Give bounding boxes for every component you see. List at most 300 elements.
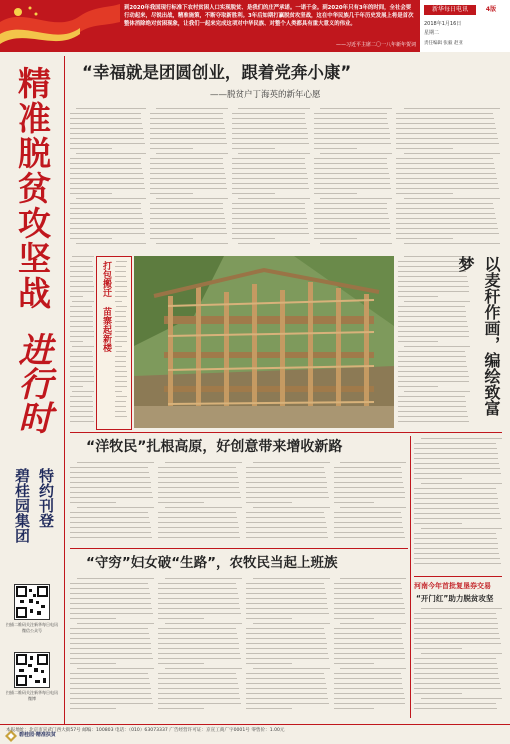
article1-text-col5 — [396, 108, 500, 250]
text-line — [158, 628, 236, 629]
text-line — [334, 517, 402, 518]
text-line — [232, 183, 308, 184]
text-line — [232, 158, 305, 159]
text-line — [232, 188, 309, 189]
text-line — [158, 648, 239, 649]
text-line — [421, 698, 502, 699]
text-line — [115, 316, 126, 317]
text-line — [232, 133, 308, 134]
text-line — [398, 386, 438, 387]
text-line — [116, 351, 127, 352]
text-line — [334, 487, 404, 488]
text-line — [77, 462, 154, 463]
text-line — [70, 381, 94, 382]
text-line — [115, 286, 127, 287]
text-line — [70, 266, 93, 267]
text-line — [334, 648, 404, 649]
article1-text-col3 — [232, 108, 310, 250]
text-line — [150, 208, 223, 209]
text-line — [158, 512, 236, 513]
text-line — [414, 678, 499, 679]
text-line — [70, 638, 150, 639]
text-line — [334, 683, 402, 684]
text-line — [158, 527, 239, 528]
paper-name: 新华每日电讯 — [424, 5, 476, 15]
text-line — [246, 628, 324, 629]
text-line — [314, 203, 387, 204]
text-line — [70, 703, 153, 704]
text-line — [150, 183, 226, 184]
text-line — [115, 346, 122, 347]
text-line — [334, 502, 374, 503]
text-line — [396, 223, 497, 224]
text-line — [334, 537, 405, 538]
text-line — [314, 123, 388, 124]
text-line — [150, 178, 226, 179]
text-line — [334, 472, 402, 473]
text-line — [414, 478, 462, 479]
text-line — [396, 128, 496, 129]
text-line — [70, 416, 93, 417]
text-line — [165, 507, 242, 508]
text-line — [334, 703, 405, 704]
right-sub-headline-1: 河南今年首批复垦券交易 — [414, 582, 491, 590]
text-line — [156, 243, 228, 244]
text-line — [70, 351, 92, 352]
text-line — [404, 198, 500, 199]
text-line — [70, 708, 116, 709]
text-line — [70, 138, 144, 139]
text-line — [70, 143, 145, 144]
text-line — [115, 341, 127, 342]
text-line — [70, 608, 152, 609]
text-line — [238, 108, 310, 109]
text-line — [421, 438, 502, 439]
text-line — [246, 658, 329, 659]
divider-below-photo — [70, 432, 502, 433]
text-line — [158, 472, 237, 473]
page-number: 4版 — [485, 6, 497, 13]
text-line — [414, 463, 499, 464]
text-line — [70, 502, 116, 503]
text-line — [70, 683, 150, 684]
text-line — [414, 523, 462, 524]
logo-text: 碧桂园·精准扶贫 — [19, 732, 56, 738]
text-line — [70, 321, 93, 322]
text-line — [158, 598, 239, 599]
text-line — [246, 477, 326, 478]
text-line — [246, 583, 324, 584]
text-line — [414, 683, 500, 684]
text-line — [334, 608, 405, 609]
text-line — [246, 487, 327, 488]
text-line — [70, 522, 150, 523]
text-line — [414, 643, 501, 644]
text-line — [70, 261, 92, 262]
text-line — [115, 336, 127, 337]
article3-text-col1 — [70, 578, 154, 714]
text-line — [246, 653, 328, 654]
text-line — [150, 168, 224, 169]
text-line — [158, 613, 241, 614]
text-line — [314, 238, 357, 239]
text-line — [314, 233, 391, 234]
text-line — [398, 401, 466, 402]
text-line — [396, 158, 493, 159]
text-line — [246, 497, 329, 498]
text-line — [334, 643, 403, 644]
text-line — [334, 532, 404, 533]
text-line — [70, 238, 112, 239]
text-line — [246, 593, 326, 594]
text-line — [314, 223, 390, 224]
text-line — [232, 168, 306, 169]
text-line — [115, 381, 127, 382]
text-line — [70, 583, 148, 584]
text-line — [398, 291, 469, 292]
text-line — [396, 148, 453, 149]
text-line — [158, 588, 237, 589]
text-line — [414, 553, 499, 554]
text-line — [398, 336, 469, 337]
text-line — [70, 492, 152, 493]
text-line — [414, 443, 496, 444]
article3-text-col3 — [246, 578, 330, 714]
text-line — [115, 321, 126, 322]
text-line — [158, 537, 240, 538]
article1-text-col4 — [314, 108, 392, 250]
text-line — [70, 163, 141, 164]
text-line — [421, 653, 502, 654]
text-line — [246, 673, 324, 674]
text-line — [334, 497, 405, 498]
text-line — [70, 223, 144, 224]
text-line — [414, 668, 498, 669]
text-line — [398, 316, 466, 317]
article3-text-col2 — [158, 578, 242, 714]
text-line — [70, 203, 141, 204]
issue-weekday: 星期二 — [424, 30, 440, 36]
text-line — [70, 648, 151, 649]
text-line — [115, 301, 122, 302]
text-line — [115, 366, 126, 367]
photo-caption-box — [96, 256, 132, 430]
issue-date: 2018年1月16日 — [424, 21, 462, 27]
text-line — [115, 311, 126, 312]
text-line — [414, 703, 496, 704]
text-line — [70, 218, 143, 219]
qr-code-2[interactable] — [14, 652, 50, 688]
text-line — [72, 301, 94, 302]
text-line — [70, 193, 112, 194]
text-line — [232, 203, 305, 204]
text-line — [70, 401, 93, 402]
text-line — [414, 563, 501, 564]
text-line — [158, 492, 240, 493]
text-line — [398, 321, 467, 322]
text-line — [398, 276, 467, 277]
text-line — [70, 532, 151, 533]
text-line — [334, 492, 405, 493]
text-line — [398, 341, 438, 342]
text-line — [232, 223, 308, 224]
text-line — [396, 213, 495, 214]
text-line — [150, 138, 226, 139]
text-line — [398, 356, 466, 357]
text-line — [70, 593, 150, 594]
text-line — [158, 658, 241, 659]
text-line — [414, 688, 501, 689]
text-line — [396, 163, 494, 164]
text-line — [396, 193, 453, 194]
text-line — [158, 688, 239, 689]
text-line — [70, 173, 143, 174]
text-line — [314, 213, 388, 214]
text-line — [158, 678, 237, 679]
text-line — [314, 178, 390, 179]
text-line — [398, 296, 438, 297]
text-line — [70, 678, 149, 679]
text-line — [70, 128, 143, 129]
main-photo-stilt-houses — [134, 256, 394, 428]
text-line — [246, 613, 329, 614]
text-line — [314, 173, 389, 174]
text-line — [70, 411, 93, 412]
text-line — [314, 218, 389, 219]
text-line — [414, 618, 497, 619]
text-line — [398, 416, 468, 417]
text-line — [334, 527, 403, 528]
article1-text-col2 — [150, 108, 228, 250]
text-line — [232, 178, 308, 179]
text-line — [150, 193, 193, 194]
text-line — [246, 492, 328, 493]
text-line — [70, 628, 148, 629]
text-line — [404, 108, 500, 109]
text-line — [340, 668, 406, 669]
text-line — [334, 698, 405, 699]
text-line — [115, 356, 126, 357]
text-line — [232, 138, 308, 139]
text-line — [70, 633, 149, 634]
text-line — [246, 698, 328, 699]
text-line — [158, 477, 238, 478]
text-line — [70, 158, 141, 159]
text-line — [396, 228, 498, 229]
article1-text-col1 — [70, 108, 146, 250]
text-line — [414, 533, 496, 534]
text-line — [414, 448, 497, 449]
text-line — [116, 306, 127, 307]
text-line — [314, 183, 390, 184]
text-line — [165, 668, 242, 669]
text-line — [150, 128, 225, 129]
text-line — [246, 603, 327, 604]
text-line — [246, 517, 325, 518]
text-line — [150, 173, 225, 174]
text-line — [334, 603, 404, 604]
text-line — [334, 482, 403, 483]
text-line — [70, 653, 152, 654]
text-line — [150, 163, 223, 164]
text-line — [70, 527, 151, 528]
photo-caption-text — [115, 261, 127, 425]
text-line — [414, 548, 498, 549]
text-line — [115, 416, 127, 417]
text-line — [421, 608, 502, 609]
text-line — [414, 613, 496, 614]
text-line — [404, 243, 500, 244]
text-line — [404, 346, 470, 347]
text-line — [334, 638, 402, 639]
text-line — [77, 507, 154, 508]
text-line — [314, 188, 391, 189]
text-line — [70, 658, 153, 659]
text-line — [398, 351, 465, 352]
text-line — [76, 153, 146, 154]
text-line — [246, 638, 326, 639]
text-line — [334, 583, 401, 584]
text-line — [150, 233, 227, 234]
text-line — [314, 158, 387, 159]
text-line — [70, 133, 144, 134]
right-column-text-bottom — [414, 608, 502, 714]
text-line — [396, 203, 493, 204]
text-line — [246, 467, 324, 468]
right-sub-headline-2: “开门红”助力脱贫攻坚 — [416, 594, 494, 603]
text-line — [158, 653, 240, 654]
text-line — [334, 598, 403, 599]
text-line — [70, 598, 151, 599]
text-line — [70, 588, 149, 589]
text-line — [115, 386, 127, 387]
text-line — [414, 693, 462, 694]
text-line — [396, 233, 499, 234]
text-line — [414, 488, 496, 489]
text-line — [334, 477, 402, 478]
text-line — [314, 143, 391, 144]
photo-text-block — [70, 256, 94, 428]
text-line — [232, 128, 307, 129]
text-line — [70, 688, 151, 689]
text-line — [70, 487, 151, 488]
column-title-part1: 精准脱贫攻坚战 — [13, 66, 52, 311]
text-line — [158, 482, 239, 483]
text-line — [72, 346, 94, 347]
text-line — [396, 173, 496, 174]
text-line — [158, 502, 204, 503]
article2-text-col1 — [70, 462, 154, 544]
text-line — [414, 663, 497, 664]
text-line — [404, 301, 470, 302]
text-line — [158, 698, 240, 699]
text-line — [320, 243, 392, 244]
text-line — [115, 276, 126, 277]
article1-continuation-text — [398, 256, 470, 428]
text-line — [158, 608, 240, 609]
text-line — [253, 623, 330, 624]
text-line — [246, 598, 327, 599]
text-line — [158, 603, 239, 604]
text-line — [398, 326, 468, 327]
text-line — [158, 673, 236, 674]
qr-code-1[interactable] — [14, 584, 50, 620]
text-line — [396, 188, 499, 189]
text-line — [70, 228, 144, 229]
text-line — [232, 173, 307, 174]
text-line — [150, 223, 226, 224]
text-line — [246, 608, 328, 609]
text-line — [70, 618, 116, 619]
right-feature-headline: 以麦秆作画，编绘致富梦 — [456, 256, 501, 416]
text-line — [414, 543, 498, 544]
text-line — [253, 507, 330, 508]
text-line — [158, 532, 239, 533]
text-line — [238, 198, 310, 199]
text-line — [398, 366, 467, 367]
text-line — [334, 708, 374, 709]
text-line — [70, 406, 93, 407]
text-line — [115, 281, 127, 282]
text-line — [396, 168, 495, 169]
sponsor-text-2: 碧桂园集团 — [13, 468, 31, 543]
text-line — [334, 593, 402, 594]
text-line — [70, 371, 93, 372]
text-line — [414, 458, 498, 459]
text-line — [246, 618, 292, 619]
text-line — [414, 658, 496, 659]
text-line — [70, 472, 149, 473]
text-line — [165, 462, 242, 463]
text-line — [398, 396, 465, 397]
text-line — [70, 356, 93, 357]
column-title-part2: 进行时 — [12, 332, 52, 434]
text-line — [396, 133, 497, 134]
text-line — [70, 188, 145, 189]
text-line — [150, 133, 226, 134]
text-line — [238, 153, 310, 154]
text-line — [70, 698, 152, 699]
text-line — [158, 487, 239, 488]
text-line — [246, 532, 327, 533]
text-line — [72, 256, 94, 257]
text-line — [246, 512, 324, 513]
text-line — [70, 208, 141, 209]
text-line — [232, 218, 307, 219]
text-line — [246, 683, 326, 684]
text-line — [334, 653, 405, 654]
text-line — [246, 633, 325, 634]
text-line — [150, 118, 223, 119]
text-line — [70, 296, 83, 297]
text-line — [70, 311, 93, 312]
text-line — [165, 623, 242, 624]
text-line — [334, 693, 404, 694]
article2-text-col3 — [246, 462, 330, 544]
text-line — [76, 198, 146, 199]
text-line — [70, 603, 151, 604]
text-line — [334, 658, 405, 659]
divider-right-sub — [414, 576, 502, 577]
article3-text-col4 — [334, 578, 406, 714]
text-line — [232, 213, 306, 214]
text-line — [334, 467, 401, 468]
text-line — [158, 633, 237, 634]
masthead-box — [420, 0, 510, 52]
text-line — [70, 336, 94, 337]
text-line — [314, 138, 390, 139]
text-line — [396, 118, 494, 119]
